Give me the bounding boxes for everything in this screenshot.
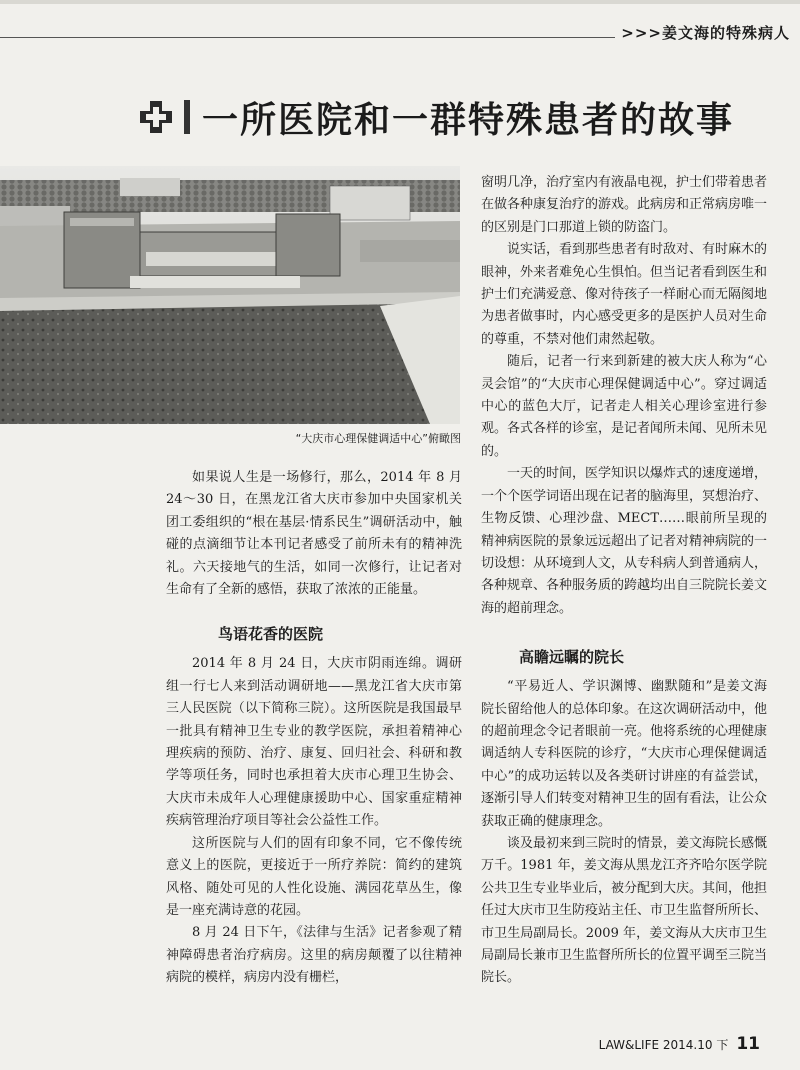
top-edge bbox=[0, 0, 800, 4]
paragraph: 8 月 24 日下午，《法律与生活》记者参观了精神障碍患者治疗病房。这里的病房颠覆了以往精神病院的模样，病房内没有栅栏， bbox=[166, 925, 462, 986]
photo-caption: “大庆市心理保健调适中心”俯瞰图 bbox=[295, 432, 461, 445]
page-number: 11 bbox=[736, 1034, 760, 1054]
paragraph: 窗明几净，治疗室内有液晶电视，护士们带着患者在做各种康复治疗的游戏。此病房和正常病房唯一的区别是门口那道上锁的防盗门。 bbox=[481, 175, 768, 235]
left-text-column bbox=[166, 467, 462, 990]
paragraph: 随后，记者一行来到新建的被大庆人称为“心灵会馆”的“大庆市心理保健调适中心”。穿过调适中心的蓝色大厅，记者走人相关心理诊室进行参观。各式各样的诊室，是记者闻所未闻、见所未见的。 bbox=[481, 354, 768, 459]
paragraph: “平易近人、学识渊博、幽默随和”是姜文海院长留给他人的总体印象。在这次调研活动中，他的超前理念令记者眼前一亮。他将系统的心理健康调适纳人专科医院的诊疗，“大庆市心理保健调适中心”的成功运转以及各类研讨讲座的有益尝试，逐渐引导人们转变对精神卫生的固有看法，让公众获取正确的健康理念。 bbox=[481, 679, 768, 829]
paragraph: 一天的时间，医学知识以爆炸式的速度递增，一个个医学词语出现在记者的脑海里，冥想治疗、生物反馈、心理沙盘、MECT……眼前所呈现的精神病医院的景象远远超出了记者对精神病院的一切设想：从环境到人文，从专科病人到普通病人，各种规章、各种服务质的跨越均出自三院院长姜文海的超前理念。 bbox=[481, 466, 768, 616]
paragraph: 这所医院与人们的固有印象不同，它不像传统意义上的医院，更接近于一所疗养院：简约的建筑风格、随处可见的人性化设施、满园花草丛生，像是一座充满诗意的花园。 bbox=[166, 835, 462, 918]
medical-cross-icon bbox=[138, 99, 174, 135]
paragraph: 说实话，看到那些患者有时敌对、有时麻木的眼神，外来者难免心生惧怕。但当记者看到医生和护士们充满爱意、像对待孩子一样耐心而无隔阂地为患者做事时，内心感受更多的是医护人员对生命的尊重，不禁对他们肃然起敬。 bbox=[481, 242, 768, 347]
paragraph: 如果说人生是一场修行，那么，2014 年 8 月 24～30 日，在黑龙江省大庆市参加中央国家机关团工委组织的“根在基层·情系民生”调研活动中，触碰的点滴细节让本刊记者感受了前所未有的精神洗礼。六天接地气的生活，如同一次修行，让记者对生命有了全新的感悟，获取了浓浓的正能量。 bbox=[166, 470, 462, 598]
magazine-issue: LAW&LIFE 2014.10 下 bbox=[598, 1038, 729, 1052]
page-footer bbox=[599, 1034, 760, 1054]
title-block bbox=[138, 94, 734, 140]
paragraph: 2014 年 8 月 24 日，大庆市阴雨连绵。调研组一行七人来到活动调研地——黑龙江省大庆市第三人民医院（以下简称三院）。这所医院是我国最早一批具有精神卫生专业的教学医院，承担着精神心理疾病的预防、治疗、康复、回归社会、科研和教学等项任务，同时也承担着大庆市心理卫生协会、大庆市未成年人心理健康援助中心、国家重症精神疾病管理治疗项目等社会公益性工作。 bbox=[166, 656, 462, 829]
right-text-column bbox=[481, 172, 767, 990]
aerial-photo bbox=[0, 166, 460, 424]
subheading: 鸟语花香的医院 bbox=[218, 625, 324, 644]
section-tag: >>>姜文海的特殊病人 bbox=[615, 22, 800, 43]
article-title: 一所医院和一群特殊患者的故事 bbox=[202, 99, 735, 141]
title-divider bbox=[184, 100, 190, 134]
paragraph: 谈及最初来到三院时的情景，姜文海院长感慨万千。1981 年，姜文海从黑龙江齐齐哈尔医学院公共卫生专业毕业后，被分配到大庆。其间，他担任过大庆市卫生防疫站主任、市卫生监督所所长、市卫生局副局长。2009 年，姜文海从大庆市卫生局副局长兼市卫生监督所所长的位置平调至三院当院长。 bbox=[481, 835, 768, 986]
subheading: 高瞻远瞩的院长 bbox=[519, 648, 625, 667]
